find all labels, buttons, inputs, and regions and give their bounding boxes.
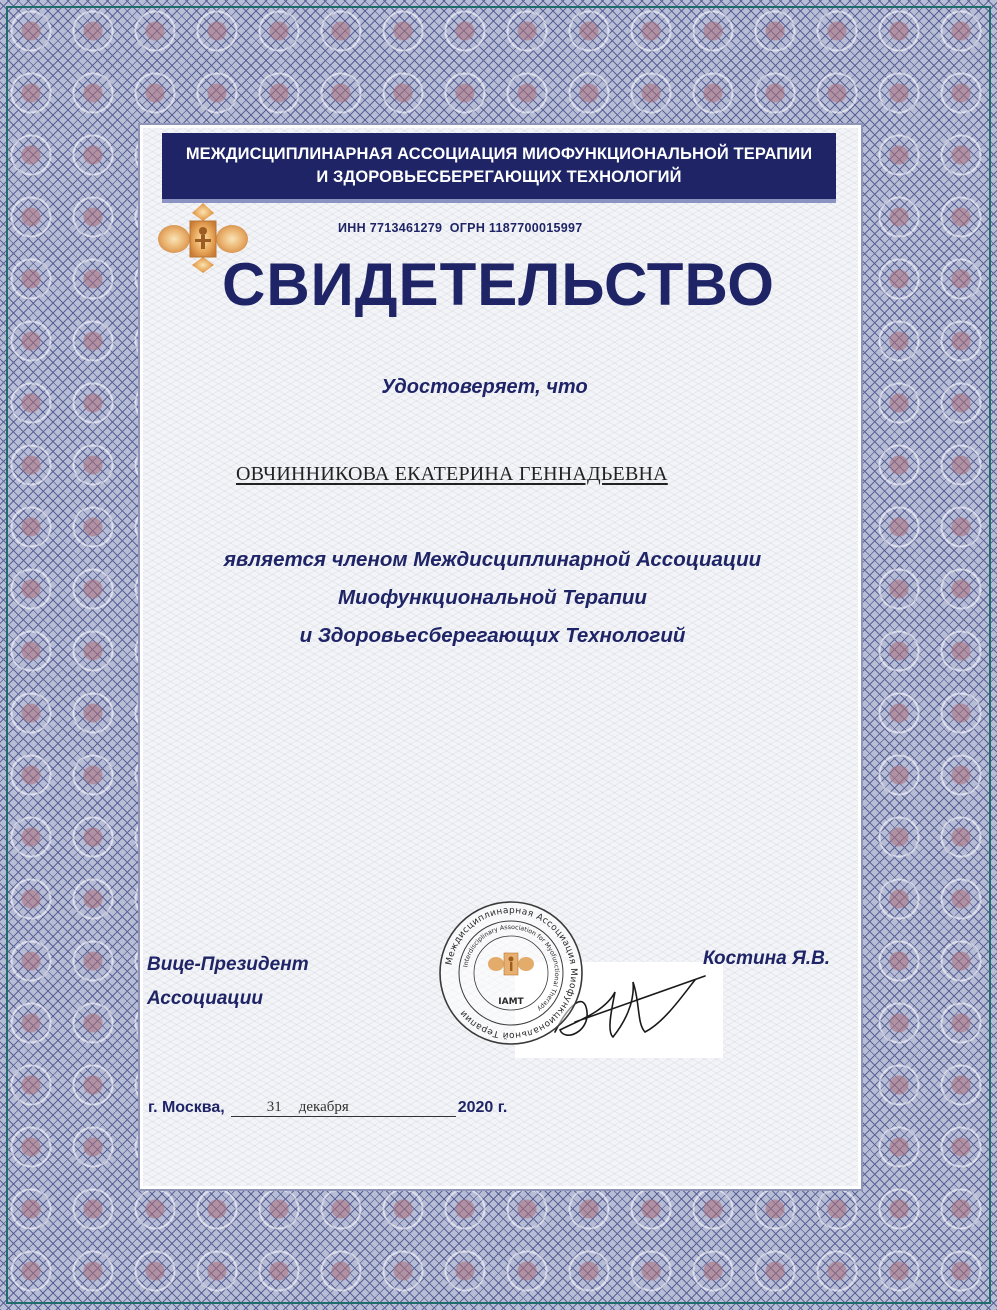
signatory-name: Костина Я.В.: [703, 948, 831, 969]
signatory-position: [147, 948, 309, 1016]
certifies-text: [0, 376, 997, 399]
membership-statement: [0, 541, 997, 655]
membership-line1: является членом Междисциплинарной Ассоциации: [223, 548, 762, 571]
certificate-title: СВИДЕТЕЛЬСТВО: [222, 251, 775, 318]
organization-name-line2: И ЗДОРОВЬЕСБЕРЕГАЮЩИХ ТЕХНОЛОГИЙ: [316, 168, 682, 186]
member-name: ОВЧИННИКОВА ЕКАТЕРИНА ГЕННАДЬЕВНА: [236, 463, 668, 485]
issue-year: 2020 г.: [457, 1099, 508, 1116]
seal-outer-text: Междисциплинарная Ассоциация Миофункциональной Терапии: [444, 905, 579, 1041]
membership-line3: и Здоровьесберегающих Технологий: [299, 624, 686, 647]
issue-city: г. Москва,: [148, 1099, 225, 1116]
organization-banner: [162, 133, 836, 203]
membership-line2: Миофункциональной Терапии: [338, 586, 647, 609]
seal-abbr: IAMT: [498, 997, 524, 1007]
organization-name-line1: МЕЖДИСЦИПЛИНАРНАЯ АССОЦИАЦИЯ МИОФУНКЦИОНАЛЬНОЙ ТЕРАПИИ: [185, 145, 813, 163]
signatory-position-line1: Вице-Президент: [147, 954, 309, 975]
association-seal: [438, 900, 584, 1046]
issue-month: декабря: [298, 1099, 349, 1115]
registration-numbers: ИНН 7713461279 ОГРН 1187700015997: [338, 221, 583, 235]
signatory-position-line2: Ассоциации: [147, 988, 263, 1009]
certifies-label: Удостоверяет, что: [381, 376, 588, 398]
date-fill-line: [231, 1098, 456, 1117]
issue-day: 31: [266, 1099, 282, 1115]
seal-inner-text: Interdisciplinary Association for Myofunctional Therapy: [462, 923, 561, 1013]
issue-date-line: [148, 1098, 507, 1117]
